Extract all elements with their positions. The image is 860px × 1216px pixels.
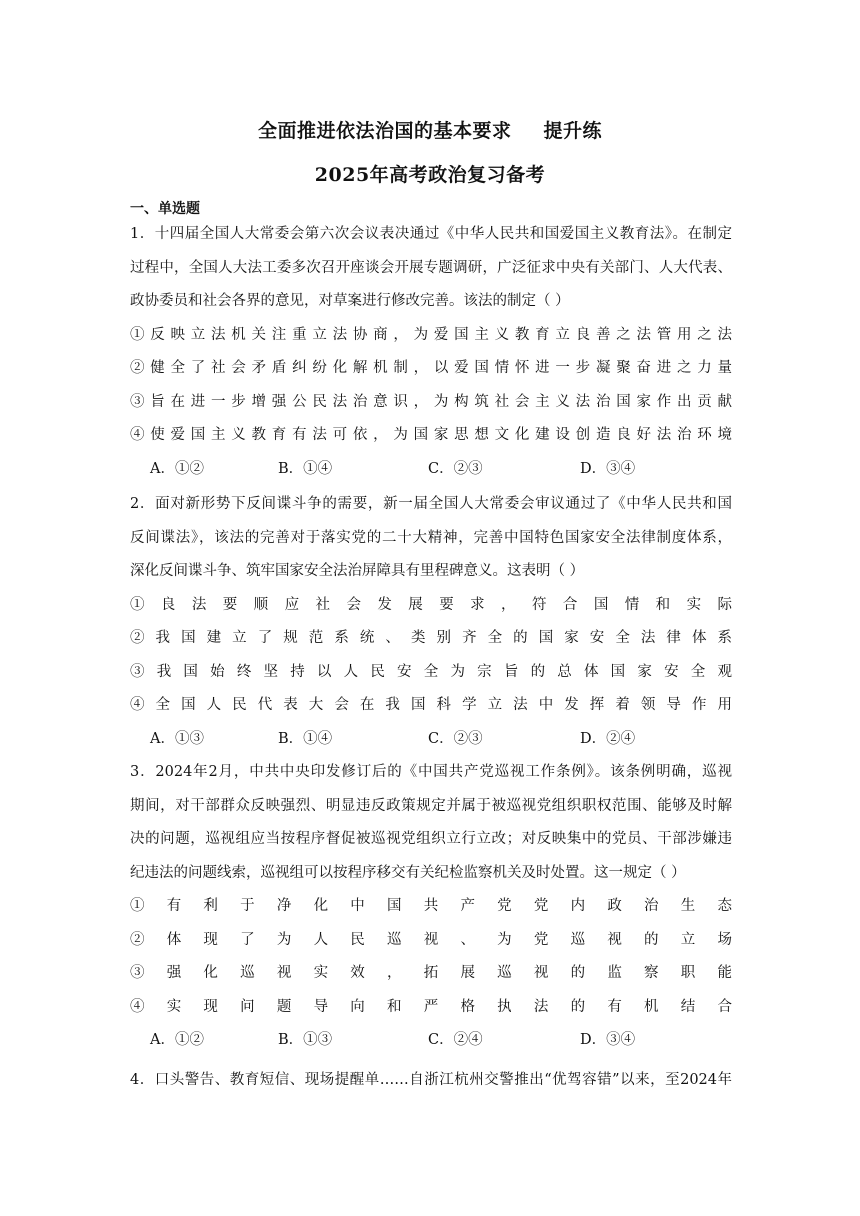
title-suffix: 提升练 (543, 120, 603, 142)
question-stem-line: 深化反间谍斗争、筑牢国家安全法治屏障具有里程碑意义。这表明（ ） (130, 563, 585, 579)
statement-option: ②体现了为人民巡视、为党巡视的立场 (130, 931, 732, 948)
question-stem-line: 3．2024年2月，中共中央印发修订后的《中国共产党巡视工作条例》。该条例明确，巡视 (130, 764, 732, 780)
section-heading: 一、单选题 (130, 201, 200, 217)
statement-option: ①反映立法机关注重立法协商，为爱国主义教育立良善之法管用之法 (130, 326, 732, 343)
statement-option: ④实现问题导向和严格执法的有机结合 (130, 998, 732, 1015)
answer-choices (130, 453, 732, 487)
question-stem-line: 1．十四届全国人大常委会第六次会议表决通过《中华人民共和国爱国主义教育法》。在制定 (130, 226, 732, 242)
document-title (0, 116, 860, 143)
choice-b[interactable]: B．①④ (278, 460, 333, 477)
question-stem-line: 期间，对干部群众反映强烈、明显违反政策规定并属于被巡视党组织职权范围、能够及时解 (130, 797, 732, 814)
choice-d[interactable]: D．③④ (580, 460, 636, 477)
statement-option: ④使爱国主义教育有法可依，为国家思想文化建设创造良好法治环境 (130, 427, 732, 443)
choice-a[interactable]: A．①② (150, 460, 204, 477)
question-stem-line: 纪违法的问题线索，巡视组可以按程序移交有关纪检监察机关及时处置。这一规定（ ） (130, 864, 686, 881)
choice-b[interactable]: B．①④ (278, 730, 333, 747)
answer-choices (130, 723, 732, 757)
question-4 (130, 1064, 732, 1098)
question-stem-line: 过程中，全国人大法工委多次召开座谈会开展专题调研，广泛征求中央有关部门、人大代表、 (130, 259, 732, 276)
statement-option: ③强化巡视实效，拓展巡视的监察职能 (130, 965, 732, 981)
statement-option: ②我国建立了规范系统、类别齐全的国家安全法律体系 (130, 630, 732, 646)
question-2 (130, 488, 732, 756)
choice-c[interactable]: C．②④ (428, 1032, 483, 1048)
statement-option: ①有利于净化中国共产党党内政治生态 (130, 898, 732, 914)
title-main: 全面推进依法治国的基本要求 (257, 120, 512, 142)
question-stem-line: 4．口头警告、教育短信、现场提醒单……自浙江杭州交警推出“优驾容错”以来，至2024年 (130, 1072, 732, 1088)
choice-d[interactable]: D．②④ (580, 730, 636, 747)
question-3 (130, 756, 732, 1058)
choice-c[interactable]: C．②③ (428, 460, 483, 477)
statement-option: ④全国人民代表大会在我国科学立法中发挥着领导作用 (130, 697, 732, 713)
question-stem-line: 2．面对新形势下反间谍斗争的需要，新一届全国人大常委会审议通过了《中华人民共和国 (130, 496, 732, 512)
question-stem-line: 政协委员和社会各界的意见，对草案进行修改完善。该法的制定（ ） (130, 293, 570, 309)
choice-c[interactable]: C．②③ (428, 730, 483, 747)
answer-choices (130, 1024, 732, 1058)
choice-a[interactable]: A．①② (150, 1032, 204, 1048)
statement-option: ③旨在进一步增强公民法治意识，为构筑社会主义法治国家作出贡献 (130, 393, 732, 410)
choice-b[interactable]: B．①③ (278, 1032, 333, 1048)
choice-a[interactable]: A．①③ (150, 730, 204, 747)
document-subtitle: 2025年高考政治复习备考 (314, 164, 546, 186)
choice-d[interactable]: D．③④ (580, 1032, 636, 1048)
statement-option: ①良法要顺应社会发展要求，符合国情和实际 (130, 596, 732, 613)
question-stem-line: 决的问题，巡视组应当按程序督促被巡视党组织立行立改；对反映集中的党员、干部涉嫌违 (130, 831, 732, 847)
statement-option: ②健全了社会矛盾纠纷化解机制，以爱国情怀进一步凝聚奋进之力量 (130, 360, 732, 376)
statement-option: ③我国始终坚持以人民安全为宗旨的总体国家安全观 (130, 663, 732, 680)
question-1 (130, 218, 732, 486)
question-stem-line: 反间谍法》，该法的完善对于落实党的二十大精神，完善中国特色国家安全法律制度体系， (130, 529, 732, 546)
